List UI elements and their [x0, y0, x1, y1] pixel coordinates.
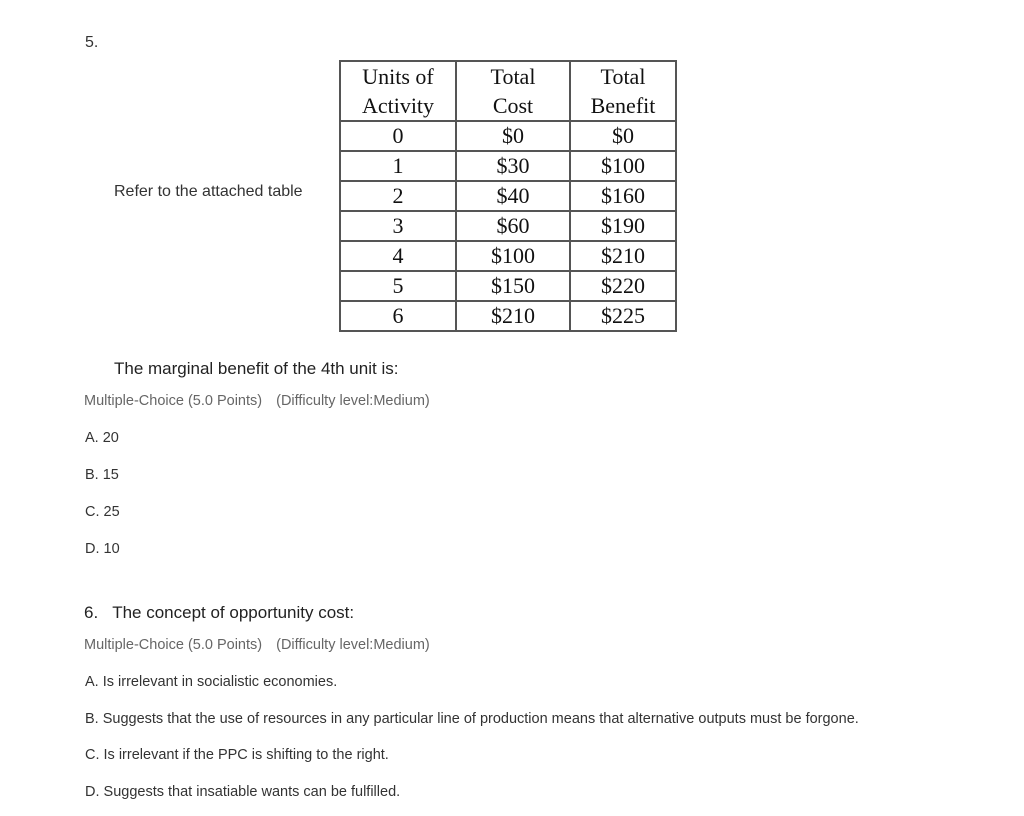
difficulty-label: (Difficulty level:Medium) [276, 637, 430, 653]
cell-units: 6 [340, 301, 456, 331]
table-row [340, 301, 676, 331]
question-6-prompt: The concept of opportunity cost: [112, 603, 355, 622]
cell-total-cost: $30 [456, 151, 570, 181]
question-6-meta [84, 637, 430, 653]
table-header-row [340, 61, 676, 121]
difficulty-label: (Difficulty level:Medium) [276, 393, 430, 409]
table-row [340, 241, 676, 271]
cell-total-cost: $60 [456, 211, 570, 241]
option-c[interactable]: C. 25 [85, 504, 120, 520]
option-a[interactable]: A. 20 [85, 430, 119, 446]
cell-units: 1 [340, 151, 456, 181]
cell-units: 3 [340, 211, 456, 241]
cell-total-benefit: $220 [570, 271, 676, 301]
cell-total-benefit: $160 [570, 181, 676, 211]
cell-total-cost: $40 [456, 181, 570, 211]
table-row [340, 121, 676, 151]
cell-total-benefit: $0 [570, 121, 676, 151]
table-row [340, 151, 676, 181]
question-type-label: Multiple-Choice (5.0 Points) [84, 393, 263, 409]
option-a[interactable]: A. Is irrelevant in socialistic economies. [85, 674, 338, 690]
cell-total-benefit: $190 [570, 211, 676, 241]
header-total-benefit: Total Benefit [570, 61, 676, 121]
option-b[interactable]: B. 15 [85, 467, 119, 483]
cell-total-cost: $0 [456, 121, 570, 151]
data-table [339, 60, 677, 332]
cell-total-cost: $210 [456, 301, 570, 331]
cell-total-benefit: $225 [570, 301, 676, 331]
option-c[interactable]: C. Is irrelevant if the PPC is shifting to the right. [85, 747, 389, 763]
header-units-of-activity: Units of Activity [340, 61, 456, 121]
table-row [340, 211, 676, 241]
question-5-prompt: The marginal benefit of the 4th unit is: [114, 359, 399, 378]
cell-units: 5 [340, 271, 456, 301]
cell-total-benefit: $210 [570, 241, 676, 271]
table-row [340, 271, 676, 301]
question-6-number: 6. [84, 603, 99, 622]
question-5-number: 5. [85, 34, 99, 51]
question-6-heading [84, 603, 354, 623]
table-row [340, 181, 676, 211]
cell-units: 2 [340, 181, 456, 211]
question-5-meta [84, 393, 430, 409]
option-d[interactable]: D. Suggests that insatiable wants can be fulfilled. [85, 784, 401, 800]
option-d[interactable]: D. 10 [85, 541, 120, 557]
cell-total-cost: $150 [456, 271, 570, 301]
header-total-cost: Total Cost [456, 61, 570, 121]
option-b[interactable]: B. Suggests that the use of resources in any particular line of production means that alternative outputs must be forgone. [85, 711, 859, 727]
question-type-label: Multiple-Choice (5.0 Points) [84, 637, 263, 653]
cell-units: 0 [340, 121, 456, 151]
refer-to-table-text: Refer to the attached table [114, 183, 303, 200]
cell-total-cost: $100 [456, 241, 570, 271]
cell-total-benefit: $100 [570, 151, 676, 181]
cell-units: 4 [340, 241, 456, 271]
